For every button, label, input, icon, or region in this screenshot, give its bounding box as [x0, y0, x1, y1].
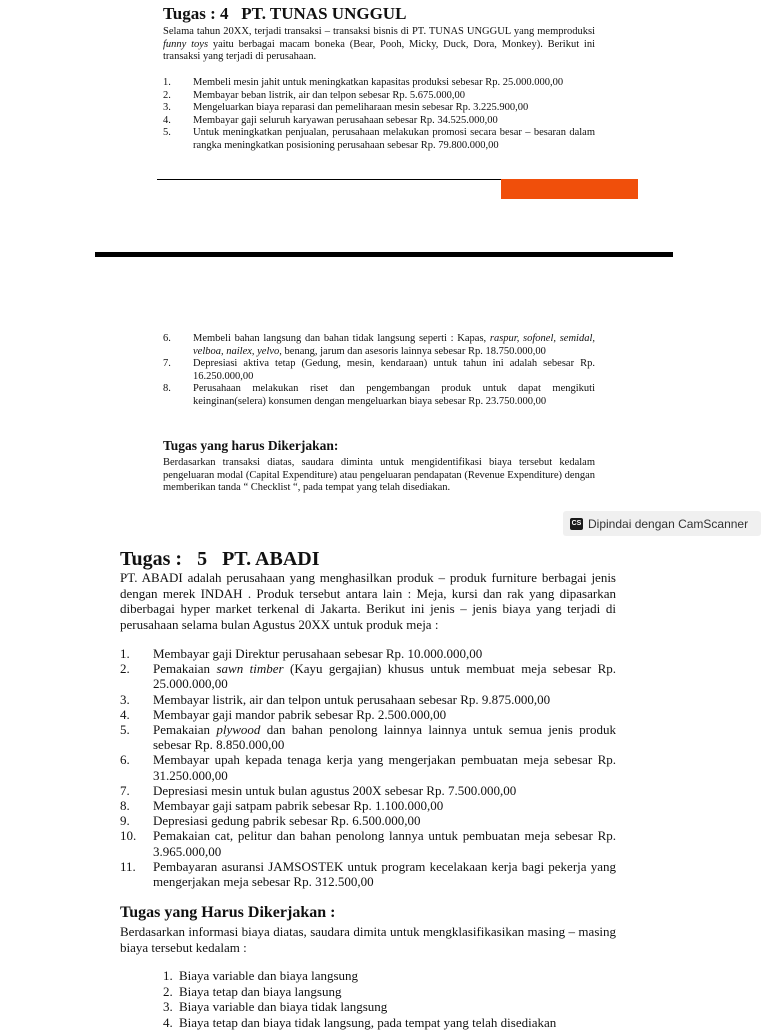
item-text: Membayar upah kepada tenaga kerja yang mengerjakan pembuatan meja sebesar Rp. 31.250.000,00: [153, 752, 616, 782]
item-text: Membayar gaji Direktur perusahaan sebesar Rp. 10.000.000,00: [153, 646, 616, 661]
tugas5-task-heading: Tugas yang Harus Dikerjakan :: [120, 904, 335, 922]
item-text-part: Pemakaian: [153, 722, 216, 737]
tugas4-task-heading: Tugas yang harus Dikerjakan:: [163, 438, 338, 454]
item-text: Depresiasi aktiva tetap (Gedung, mesin, kendaraan) untuk tahun ini adalah sebesar Rp. 16.250.000,00: [193, 358, 595, 383]
item-italic: raspur, sofonel, semidal, velboa, nailex, yelvo: [193, 333, 595, 357]
item-text: Untuk meningkatkan penjualan, perusahaan melakukan promosi secara besar – besaran dalam rangka meningkatkan posisioning perusahaan sebesar Rp. 79.800.000,00: [193, 127, 595, 152]
item-text-part: Pemakaian: [153, 661, 216, 676]
orange-marker-bar: [501, 179, 638, 199]
item-number: 3.: [163, 102, 193, 115]
item-number: 6.: [120, 752, 153, 782]
item-number: 3.: [120, 692, 153, 707]
list-item: [120, 722, 616, 752]
intro-text: Selama tahun 20XX, terjadi transaksi – transaksi bisnis di PT. TUNAS UNGGUL yang memproduksi: [163, 26, 595, 37]
tugas4-transaction-list: [163, 77, 595, 152]
item-number: 8.: [120, 798, 153, 813]
item-text-part: Membeli bahan langsung dan bahan tidak langsung seperti : Kapas,: [193, 333, 490, 344]
item-number: 11.: [120, 859, 153, 889]
item-text: [153, 722, 616, 752]
list-item: [163, 90, 595, 103]
list-item: [120, 783, 616, 798]
item-number: 4.: [163, 115, 193, 128]
item-text-part: (Kayu gergajian) khusus untuk membuat meja sebesar Rp. 25.000.000,00: [153, 661, 616, 691]
item-number: 5.: [163, 127, 193, 152]
item-text: [153, 661, 616, 691]
item-text: Depresiasi mesin untuk bulan agustus 200X sebesar Rp. 7.500.000,00: [153, 783, 616, 798]
list-item: [163, 968, 603, 984]
item-number: 7.: [120, 783, 153, 798]
item-number: 1.: [163, 77, 193, 90]
item-text: Biaya variable dan biaya tidak langsung: [179, 999, 603, 1015]
list-item: [163, 102, 595, 115]
list-item: [120, 813, 616, 828]
list-item: [163, 999, 603, 1015]
item-number: 5.: [120, 722, 153, 752]
item-number: 8.: [163, 383, 193, 408]
item-text-part: dan bahan penolong lainnya lainnya untuk semua jenis produk sebesar Rp. 8.850.000,00: [153, 722, 616, 752]
list-item: [120, 859, 616, 889]
list-item: [120, 828, 616, 858]
item-number: 4.: [163, 1015, 179, 1030]
item-number: 2.: [120, 661, 153, 691]
tugas5-title: Tugas : 5 PT. ABADI: [120, 548, 320, 571]
item-text-part: , benang, jarum dan asesoris lainnya sebesar Rp. 18.750.000,00: [279, 346, 546, 357]
camscanner-badge: [563, 511, 761, 536]
item-text: Perusahaan melakukan riset dan pengembangan produk untuk dapat mengikuti keinginan(selera) konsumen dengan mengeluarkan biaya sebesar Rp. 23.750.000,00: [193, 383, 595, 408]
list-item: [163, 1015, 603, 1030]
item-text: Membayar beban listrik, air dan telpon sebesar Rp. 5.675.000,00: [193, 90, 595, 103]
item-italic: sawn timber: [216, 661, 283, 676]
item-text: Biaya variable dan biaya langsung: [179, 968, 603, 984]
item-number: 3.: [163, 999, 179, 1015]
item-text: Membayar gaji satpam pabrik sebesar Rp. 1.100.000,00: [153, 798, 616, 813]
item-text: Membayar listrik, air dan telpon untuk perusahaan sebesar Rp. 9.875.000,00: [153, 692, 616, 707]
item-number: 2.: [163, 90, 193, 103]
list-item: [163, 358, 595, 383]
list-item: [163, 984, 603, 1000]
list-item: [163, 77, 595, 90]
item-number: 4.: [120, 707, 153, 722]
item-number: 1.: [163, 968, 179, 984]
item-number: 6.: [163, 333, 193, 358]
item-text: Membayar gaji mandor pabrik sebesar Rp. 2.500.000,00: [153, 707, 616, 722]
tugas4-title: Tugas : 4 PT. TUNAS UNGGUL: [163, 4, 406, 24]
item-text: Mengeluarkan biaya reparasi dan pemeliharaan mesin sebesar Rp. 3.225.900,00: [193, 102, 595, 115]
item-text: Membayar gaji seluruh karyawan perusahaan sebesar Rp. 34.525.000,00: [193, 115, 595, 128]
divider-line: [157, 179, 502, 180]
list-item: [120, 646, 616, 661]
list-item: [163, 383, 595, 408]
item-text: Depresiasi gedung pabrik sebesar Rp. 6.500.000,00: [153, 813, 616, 828]
intro-text-cont: yaitu berbagai macam boneka (Bear, Pooh, Micky, Duck, Dora, Monkey). Berikut ini transaksi yang terjadi di perusahaan.: [163, 39, 595, 63]
tugas5-intro: PT. ABADI adalah perusahaan yang menghasilkan produk – produk furniture berbagai jenis dengan merek INDAH . Produk tersebut antara lain : Meja, kursi dan rak yang dipasarkan diberbagai hyper market terkenal di Jakarta. Berikut ini jenis – jenis biaya yang terjadi di perusahaan selama bulan Agustus 20XX untuk produk meja :: [120, 570, 616, 632]
item-number: 9.: [120, 813, 153, 828]
item-text: Pemakaian cat, pelitur dan bahan penolong lannya untuk pembuatan meja sebesar Rp. 3.965.000,00: [153, 828, 616, 858]
item-italic: plywood: [216, 722, 260, 737]
item-number: 10.: [120, 828, 153, 858]
tugas5-cost-list: [120, 646, 616, 889]
list-item: [120, 707, 616, 722]
list-item: [120, 752, 616, 782]
item-text: Biaya tetap dan biaya langsung: [179, 984, 603, 1000]
page-separator: [95, 252, 673, 257]
camscanner-label: Dipindai dengan CamScanner: [588, 517, 748, 531]
camscanner-logo-icon: CS: [570, 518, 583, 530]
item-text: Membeli mesin jahit untuk meningkatkan kapasitas produksi sebesar Rp. 25.000.000,00: [193, 77, 595, 90]
tugas5-task-body: Berdasarkan informasi biaya diatas, saudara dimita untuk mengklasifikasikan masing – masing biaya tersebut kedalam :: [120, 924, 616, 955]
item-number: 1.: [120, 646, 153, 661]
intro-italic: funny toys: [163, 39, 208, 50]
list-item: [163, 115, 595, 128]
item-text: [193, 333, 595, 358]
tugas4-task-body: Berdasarkan transaksi diatas, saudara diminta untuk mengidentifikasi biaya tersebut kedalam pengeluaran modal (Capital Expenditure) atau pengeluaran pendapatan (Revenue Expenditure) dengan memberikan tanda “ Checklist “, pada tempat yang telah disediakan.: [163, 457, 595, 495]
tugas5-classification-options: [163, 968, 603, 1030]
tugas4-transaction-list-continued: [163, 333, 595, 408]
list-item: [120, 692, 616, 707]
tugas4-intro: [163, 26, 595, 64]
item-text: Biaya tetap dan biaya tidak langsung, pada tempat yang telah disediakan: [179, 1015, 603, 1030]
list-item: [163, 333, 595, 358]
list-item: [120, 798, 616, 813]
item-number: 2.: [163, 984, 179, 1000]
item-number: 7.: [163, 358, 193, 383]
list-item: [120, 661, 616, 691]
item-text: Pembayaran asuransi JAMSOSTEK untuk program kecelakaan kerja bagi pekerja yang mengerjakan meja sebesar Rp. 312.500,00: [153, 859, 616, 889]
list-item: [163, 127, 595, 152]
